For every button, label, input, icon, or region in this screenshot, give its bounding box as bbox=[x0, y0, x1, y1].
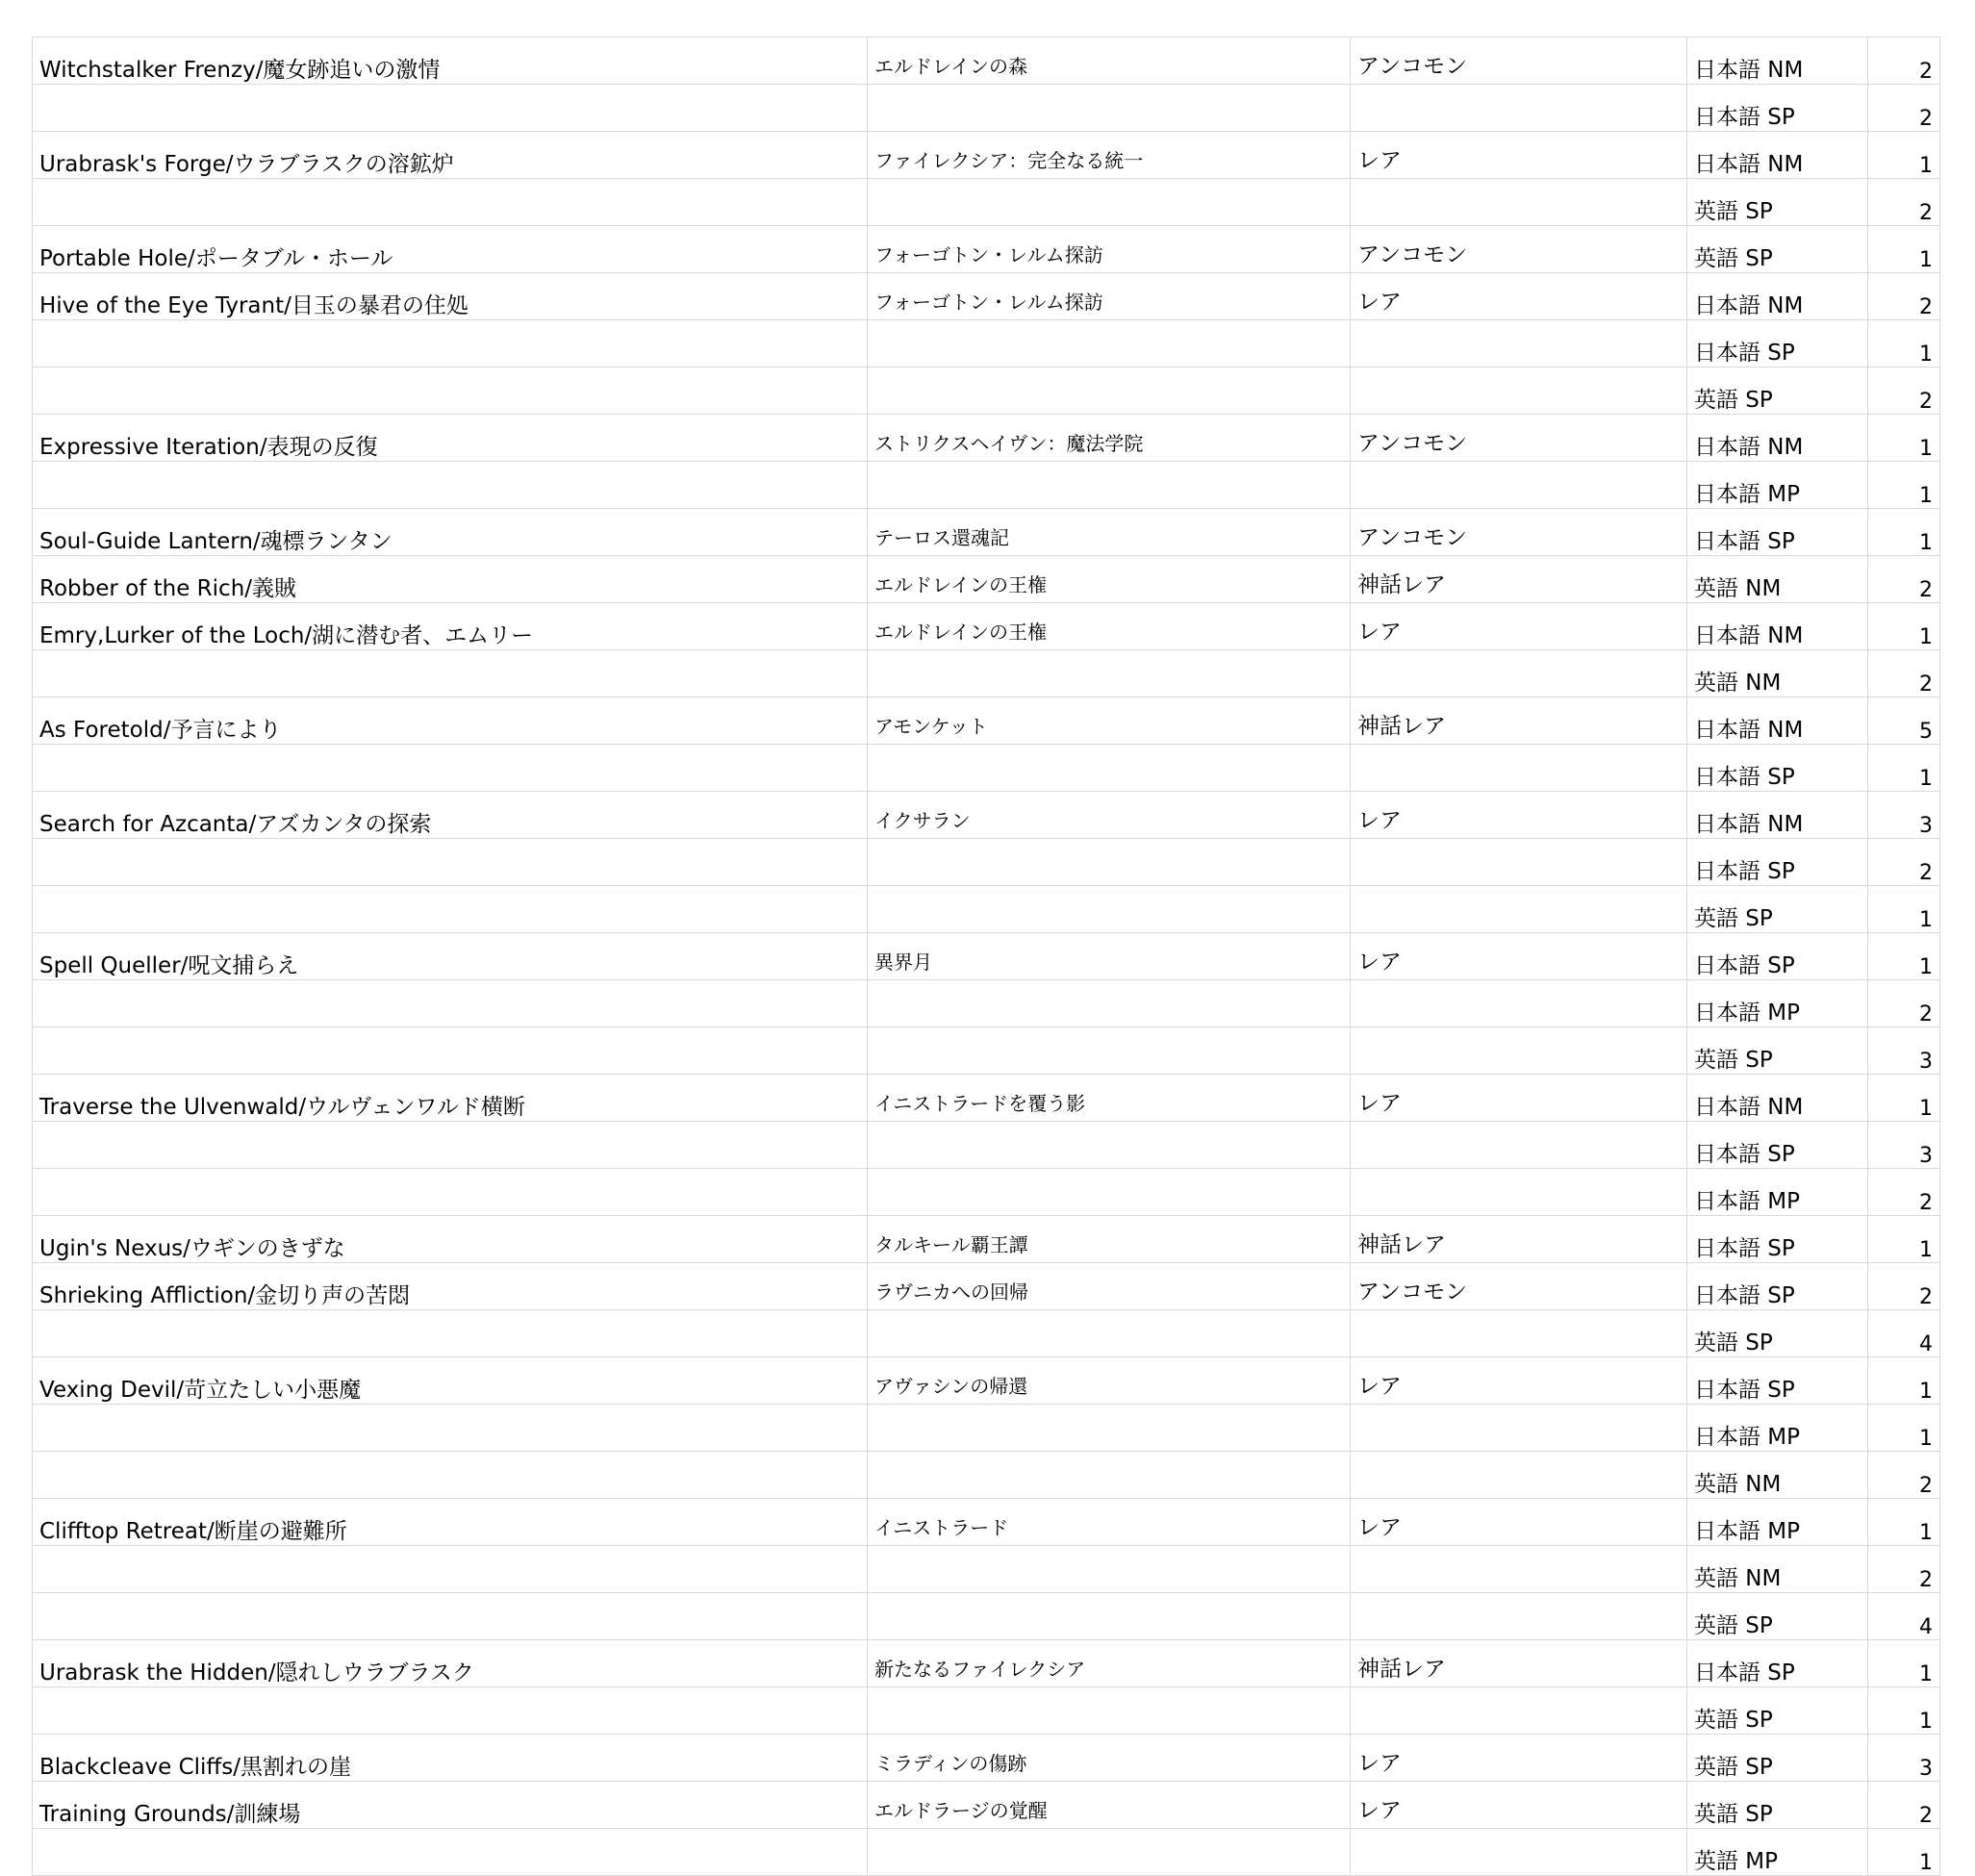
card-language-condition-cell[interactable]: 日本語 SP bbox=[1687, 839, 1868, 886]
card-name-cell[interactable]: Ugin's Nexus/ウギンのきずな bbox=[33, 1216, 868, 1263]
card-language-condition-cell[interactable]: 英語 NM bbox=[1687, 1452, 1868, 1499]
card-language-condition-cell[interactable]: 英語 SP bbox=[1687, 886, 1868, 933]
table-row bbox=[33, 839, 1940, 886]
table-row bbox=[33, 85, 1940, 132]
card-language-condition-cell[interactable]: 英語 SP bbox=[1687, 1027, 1868, 1075]
table-row bbox=[33, 603, 1940, 650]
card-language-condition-cell[interactable]: 日本語 SP bbox=[1687, 1263, 1868, 1310]
card-language-condition-cell[interactable]: 日本語 MP bbox=[1687, 980, 1868, 1027]
card-rarity-cell[interactable]: アンコモン bbox=[1351, 509, 1687, 556]
card-language-condition-cell[interactable]: 日本語 MP bbox=[1687, 1405, 1868, 1452]
table-row bbox=[33, 556, 1940, 603]
card-name-cell[interactable]: Soul-Guide Lantern/魂標ランタン bbox=[33, 509, 868, 556]
card-set-cell[interactable] bbox=[868, 1546, 1351, 1593]
card-quantity-cell[interactable]: 2 bbox=[1868, 368, 1940, 415]
card-set-cell[interactable] bbox=[868, 1829, 1351, 1876]
card-name-cell[interactable] bbox=[33, 320, 868, 368]
card-language-condition-cell[interactable]: 英語 SP bbox=[1687, 1593, 1868, 1640]
card-language-condition-cell[interactable]: 日本語 SP bbox=[1687, 1640, 1868, 1687]
card-rarity-cell[interactable]: レア bbox=[1351, 1499, 1687, 1546]
table-row bbox=[33, 1405, 1940, 1452]
card-quantity-cell[interactable]: 2 bbox=[1868, 85, 1940, 132]
card-language-condition-cell[interactable]: 英語 SP bbox=[1687, 226, 1868, 273]
card-rarity-cell[interactable]: 神話レア bbox=[1351, 1640, 1687, 1687]
card-quantity-cell[interactable]: 3 bbox=[1868, 1735, 1940, 1782]
table-row bbox=[33, 1452, 1940, 1499]
card-name-cell[interactable] bbox=[33, 1829, 868, 1876]
table-row bbox=[33, 886, 1940, 933]
card-name-cell[interactable]: Blackcleave Cliffs/黒割れの崖 bbox=[33, 1735, 868, 1782]
card-quantity-cell[interactable]: 1 bbox=[1868, 933, 1940, 980]
card-rarity-cell[interactable] bbox=[1351, 1122, 1687, 1169]
table-row bbox=[33, 320, 1940, 368]
card-name-cell[interactable]: Emry,Lurker of the Loch/湖に潜む者、エムリー bbox=[33, 603, 868, 650]
card-quantity-cell[interactable]: 1 bbox=[1868, 886, 1940, 933]
card-language-condition-cell[interactable]: 日本語 SP bbox=[1687, 1216, 1868, 1263]
card-quantity-cell[interactable]: 1 bbox=[1868, 509, 1940, 556]
card-name-cell[interactable]: Hive of the Eye Tyrant/目玉の暴君の住処 bbox=[33, 273, 868, 320]
card-quantity-cell[interactable]: 1 bbox=[1868, 132, 1940, 179]
card-language-condition-cell[interactable]: 英語 SP bbox=[1687, 1735, 1868, 1782]
card-set-cell[interactable]: テーロス還魂記 bbox=[868, 509, 1351, 556]
card-set-cell[interactable] bbox=[868, 179, 1351, 226]
card-name-cell[interactable]: Witchstalker Frenzy/魔女跡追いの激情 bbox=[33, 38, 868, 85]
card-quantity-cell[interactable]: 2 bbox=[1868, 179, 1940, 226]
card-language-condition-cell[interactable]: 日本語 SP bbox=[1687, 1122, 1868, 1169]
card-rarity-cell[interactable]: レア bbox=[1351, 792, 1687, 839]
card-name-cell[interactable] bbox=[33, 1593, 868, 1640]
card-language-condition-cell[interactable]: 日本語 MP bbox=[1687, 1499, 1868, 1546]
card-set-cell[interactable]: フォーゴトン・レルム探訪 bbox=[868, 226, 1351, 273]
card-language-condition-cell[interactable]: 日本語 NM bbox=[1687, 1075, 1868, 1122]
table-row bbox=[33, 226, 1940, 273]
card-language-condition-cell[interactable]: 日本語 NM bbox=[1687, 415, 1868, 462]
table-row bbox=[33, 1075, 1940, 1122]
card-name-cell[interactable]: Shrieking Affliction/金切り声の苦悶 bbox=[33, 1263, 868, 1310]
card-name-cell[interactable]: Training Grounds/訓練場 bbox=[33, 1782, 868, 1829]
card-quantity-cell[interactable]: 2 bbox=[1868, 980, 1940, 1027]
table-row bbox=[33, 1640, 1940, 1687]
card-name-cell[interactable] bbox=[33, 1169, 868, 1216]
card-language-condition-cell[interactable]: 英語 SP bbox=[1687, 1310, 1868, 1357]
card-language-condition-cell[interactable]: 日本語 NM bbox=[1687, 697, 1868, 745]
card-quantity-cell[interactable]: 1 bbox=[1868, 1640, 1940, 1687]
card-quantity-cell[interactable]: 1 bbox=[1868, 1829, 1940, 1876]
card-rarity-cell[interactable]: アンコモン bbox=[1351, 38, 1687, 85]
card-rarity-cell[interactable]: レア bbox=[1351, 1357, 1687, 1405]
card-language-condition-cell[interactable]: 日本語 NM bbox=[1687, 603, 1868, 650]
card-language-condition-cell[interactable]: 日本語 SP bbox=[1687, 85, 1868, 132]
card-rarity-cell[interactable] bbox=[1351, 462, 1687, 509]
card-set-cell[interactable]: 異界月 bbox=[868, 933, 1351, 980]
card-quantity-cell[interactable]: 1 bbox=[1868, 226, 1940, 273]
card-name-cell[interactable] bbox=[33, 1405, 868, 1452]
card-quantity-cell[interactable]: 1 bbox=[1868, 320, 1940, 368]
card-rarity-cell[interactable]: レア bbox=[1351, 603, 1687, 650]
card-set-cell[interactable] bbox=[868, 886, 1351, 933]
table-row bbox=[33, 132, 1940, 179]
card-rarity-cell[interactable] bbox=[1351, 1593, 1687, 1640]
card-language-condition-cell[interactable]: 英語 SP bbox=[1687, 1782, 1868, 1829]
card-language-condition-cell[interactable]: 日本語 MP bbox=[1687, 1169, 1868, 1216]
card-name-cell[interactable] bbox=[33, 839, 868, 886]
card-name-cell[interactable]: Urabrask's Forge/ウラブラスクの溶鉱炉 bbox=[33, 132, 868, 179]
card-quantity-cell[interactable]: 2 bbox=[1868, 1782, 1940, 1829]
card-rarity-cell[interactable] bbox=[1351, 1452, 1687, 1499]
table-row bbox=[33, 650, 1940, 697]
card-name-cell[interactable]: Robber of the Rich/義賊 bbox=[33, 556, 868, 603]
card-language-condition-cell[interactable]: 日本語 MP bbox=[1687, 462, 1868, 509]
card-set-cell[interactable] bbox=[868, 462, 1351, 509]
card-rarity-cell[interactable] bbox=[1351, 839, 1687, 886]
card-rarity-cell[interactable] bbox=[1351, 1546, 1687, 1593]
card-set-cell[interactable] bbox=[868, 1122, 1351, 1169]
card-name-cell[interactable]: Urabrask the Hidden/隠れしウラブラスク bbox=[33, 1640, 868, 1687]
card-rarity-cell[interactable]: レア bbox=[1351, 1782, 1687, 1829]
table-row bbox=[33, 792, 1940, 839]
card-set-cell[interactable]: イクサラン bbox=[868, 792, 1351, 839]
card-rarity-cell[interactable] bbox=[1351, 85, 1687, 132]
card-quantity-cell[interactable]: 2 bbox=[1868, 1263, 1940, 1310]
card-quantity-cell[interactable]: 1 bbox=[1868, 462, 1940, 509]
card-quantity-cell[interactable]: 3 bbox=[1868, 1027, 1940, 1075]
card-rarity-cell[interactable] bbox=[1351, 1687, 1687, 1735]
card-name-cell[interactable]: Spell Queller/呪文捕らえ bbox=[33, 933, 868, 980]
card-name-cell[interactable] bbox=[33, 1310, 868, 1357]
card-set-cell[interactable] bbox=[868, 368, 1351, 415]
card-language-condition-cell[interactable]: 日本語 NM bbox=[1687, 273, 1868, 320]
table-row bbox=[33, 1216, 1940, 1263]
table-row bbox=[33, 1782, 1940, 1829]
card-quantity-cell[interactable]: 1 bbox=[1868, 415, 1940, 462]
card-quantity-cell[interactable]: 1 bbox=[1868, 603, 1940, 650]
card-set-cell[interactable]: アモンケット bbox=[868, 697, 1351, 745]
card-name-cell[interactable] bbox=[33, 1546, 868, 1593]
card-set-cell[interactable]: エルドレインの王権 bbox=[868, 556, 1351, 603]
card-rarity-cell[interactable] bbox=[1351, 368, 1687, 415]
card-name-cell[interactable]: As Foretold/予言により bbox=[33, 697, 868, 745]
table-row bbox=[33, 509, 1940, 556]
card-set-cell[interactable] bbox=[868, 1310, 1351, 1357]
table-row bbox=[33, 1027, 1940, 1075]
card-name-cell[interactable]: Clifftop Retreat/断崖の避難所 bbox=[33, 1499, 868, 1546]
card-name-cell[interactable] bbox=[33, 1027, 868, 1075]
table-row bbox=[33, 1263, 1940, 1310]
card-language-condition-cell[interactable]: 英語 NM bbox=[1687, 556, 1868, 603]
card-set-cell[interactable]: エルドレインの森 bbox=[868, 38, 1351, 85]
card-set-cell[interactable] bbox=[868, 839, 1351, 886]
card-set-cell[interactable]: タルキール覇王譚 bbox=[868, 1216, 1351, 1263]
card-rarity-cell[interactable] bbox=[1351, 1169, 1687, 1216]
card-inventory-body bbox=[33, 38, 1940, 1876]
card-rarity-cell[interactable] bbox=[1351, 980, 1687, 1027]
card-rarity-cell[interactable]: レア bbox=[1351, 1735, 1687, 1782]
card-set-cell[interactable]: アヴァシンの帰還 bbox=[868, 1357, 1351, 1405]
table-row bbox=[33, 1593, 1940, 1640]
card-name-cell[interactable] bbox=[33, 980, 868, 1027]
card-rarity-cell[interactable] bbox=[1351, 1027, 1687, 1075]
card-language-condition-cell[interactable]: 英語 SP bbox=[1687, 179, 1868, 226]
card-quantity-cell[interactable]: 5 bbox=[1868, 697, 1940, 745]
card-rarity-cell[interactable]: アンコモン bbox=[1351, 415, 1687, 462]
card-rarity-cell[interactable]: 神話レア bbox=[1351, 556, 1687, 603]
card-name-cell[interactable]: Traverse the Ulvenwald/ウルヴェンワルド横断 bbox=[33, 1075, 868, 1122]
card-rarity-cell[interactable] bbox=[1351, 745, 1687, 792]
card-name-cell[interactable] bbox=[33, 462, 868, 509]
card-set-cell[interactable] bbox=[868, 1452, 1351, 1499]
table-row bbox=[33, 462, 1940, 509]
card-language-condition-cell[interactable]: 英語 MP bbox=[1687, 1829, 1868, 1876]
card-quantity-cell[interactable]: 2 bbox=[1868, 273, 1940, 320]
card-rarity-cell[interactable]: アンコモン bbox=[1351, 1263, 1687, 1310]
card-quantity-cell[interactable]: 4 bbox=[1868, 1593, 1940, 1640]
card-language-condition-cell[interactable]: 日本語 SP bbox=[1687, 933, 1868, 980]
table-row bbox=[33, 1122, 1940, 1169]
table-row bbox=[33, 368, 1940, 415]
card-set-cell[interactable] bbox=[868, 650, 1351, 697]
card-set-cell[interactable]: イニストラード bbox=[868, 1499, 1351, 1546]
card-quantity-cell[interactable]: 1 bbox=[1868, 1687, 1940, 1735]
card-language-condition-cell[interactable]: 英語 SP bbox=[1687, 368, 1868, 415]
card-set-cell[interactable]: イニストラードを覆う影 bbox=[868, 1075, 1351, 1122]
card-name-cell[interactable]: Vexing Devil/苛立たしい小悪魔 bbox=[33, 1357, 868, 1405]
table-row bbox=[33, 273, 1940, 320]
table-row bbox=[33, 933, 1940, 980]
card-rarity-cell[interactable]: レア bbox=[1351, 273, 1687, 320]
card-language-condition-cell[interactable]: 日本語 NM bbox=[1687, 132, 1868, 179]
card-name-cell[interactable] bbox=[33, 1687, 868, 1735]
card-language-condition-cell[interactable]: 英語 NM bbox=[1687, 1546, 1868, 1593]
card-language-condition-cell[interactable]: 英語 NM bbox=[1687, 650, 1868, 697]
card-language-condition-cell[interactable]: 日本語 NM bbox=[1687, 38, 1868, 85]
table-row bbox=[33, 1169, 1940, 1216]
card-rarity-cell[interactable] bbox=[1351, 650, 1687, 697]
table-row bbox=[33, 1499, 1940, 1546]
card-quantity-cell[interactable]: 2 bbox=[1868, 38, 1940, 85]
card-quantity-cell[interactable]: 1 bbox=[1868, 1499, 1940, 1546]
card-rarity-cell[interactable] bbox=[1351, 886, 1687, 933]
table-row bbox=[33, 1829, 1940, 1876]
card-quantity-cell[interactable]: 2 bbox=[1868, 1546, 1940, 1593]
card-quantity-cell[interactable]: 3 bbox=[1868, 1122, 1940, 1169]
card-quantity-cell[interactable]: 3 bbox=[1868, 792, 1940, 839]
card-set-cell[interactable]: ラヴニカへの回帰 bbox=[868, 1263, 1351, 1310]
card-rarity-cell[interactable] bbox=[1351, 1310, 1687, 1357]
card-rarity-cell[interactable]: 神話レア bbox=[1351, 697, 1687, 745]
card-language-condition-cell[interactable]: 日本語 SP bbox=[1687, 745, 1868, 792]
card-rarity-cell[interactable] bbox=[1351, 179, 1687, 226]
card-inventory-table bbox=[32, 37, 1940, 1876]
card-language-condition-cell[interactable]: 日本語 SP bbox=[1687, 509, 1868, 556]
table-row bbox=[33, 1357, 1940, 1405]
card-name-cell[interactable] bbox=[33, 85, 868, 132]
card-set-cell[interactable] bbox=[868, 980, 1351, 1027]
card-quantity-cell[interactable]: 2 bbox=[1868, 556, 1940, 603]
card-name-cell[interactable] bbox=[33, 1452, 868, 1499]
card-set-cell[interactable]: エルドレインの王権 bbox=[868, 603, 1351, 650]
card-set-cell[interactable] bbox=[868, 1405, 1351, 1452]
table-row bbox=[33, 415, 1940, 462]
table-row bbox=[33, 38, 1940, 85]
card-set-cell[interactable]: ミラディンの傷跡 bbox=[868, 1735, 1351, 1782]
card-quantity-cell[interactable]: 2 bbox=[1868, 1169, 1940, 1216]
card-rarity-cell[interactable] bbox=[1351, 1405, 1687, 1452]
card-rarity-cell[interactable]: レア bbox=[1351, 933, 1687, 980]
card-set-cell[interactable] bbox=[868, 85, 1351, 132]
table-row bbox=[33, 1735, 1940, 1782]
card-name-cell[interactable] bbox=[33, 745, 868, 792]
card-name-cell[interactable] bbox=[33, 886, 868, 933]
table-row bbox=[33, 1546, 1940, 1593]
card-set-cell[interactable] bbox=[868, 320, 1351, 368]
card-quantity-cell[interactable]: 4 bbox=[1868, 1310, 1940, 1357]
card-set-cell[interactable]: フォーゴトン・レルム探訪 bbox=[868, 273, 1351, 320]
card-rarity-cell[interactable] bbox=[1351, 1829, 1687, 1876]
card-set-cell[interactable]: ファイレクシア：完全なる統一 bbox=[868, 132, 1351, 179]
card-quantity-cell[interactable]: 2 bbox=[1868, 1452, 1940, 1499]
card-set-cell[interactable] bbox=[868, 1027, 1351, 1075]
card-quantity-cell[interactable]: 1 bbox=[1868, 745, 1940, 792]
card-rarity-cell[interactable]: レア bbox=[1351, 1075, 1687, 1122]
card-set-cell[interactable]: 新たなるファイレクシア bbox=[868, 1640, 1351, 1687]
table-row bbox=[33, 1687, 1940, 1735]
card-name-cell[interactable] bbox=[33, 1122, 868, 1169]
card-language-condition-cell[interactable]: 日本語 SP bbox=[1687, 320, 1868, 368]
card-rarity-cell[interactable]: 神話レア bbox=[1351, 1216, 1687, 1263]
card-name-cell[interactable] bbox=[33, 179, 868, 226]
card-name-cell[interactable] bbox=[33, 650, 868, 697]
card-set-cell[interactable]: エルドラージの覚醒 bbox=[868, 1782, 1351, 1829]
card-language-condition-cell[interactable]: 日本語 SP bbox=[1687, 1357, 1868, 1405]
card-quantity-cell[interactable]: 1 bbox=[1868, 1357, 1940, 1405]
table-row bbox=[33, 179, 1940, 226]
card-quantity-cell[interactable]: 1 bbox=[1868, 1405, 1940, 1452]
card-rarity-cell[interactable]: レア bbox=[1351, 132, 1687, 179]
card-quantity-cell[interactable]: 2 bbox=[1868, 839, 1940, 886]
table-row bbox=[33, 697, 1940, 745]
card-set-cell[interactable] bbox=[868, 1169, 1351, 1216]
table-row bbox=[33, 1310, 1940, 1357]
card-name-cell[interactable] bbox=[33, 368, 868, 415]
table-row bbox=[33, 745, 1940, 792]
card-name-cell[interactable]: Expressive Iteration/表現の反復 bbox=[33, 415, 868, 462]
card-set-cell[interactable]: ストリクスヘイヴン：魔法学院 bbox=[868, 415, 1351, 462]
table-row bbox=[33, 980, 1940, 1027]
card-language-condition-cell[interactable]: 英語 SP bbox=[1687, 1687, 1868, 1735]
card-name-cell[interactable]: Search for Azcanta/アズカンタの探索 bbox=[33, 792, 868, 839]
card-rarity-cell[interactable]: アンコモン bbox=[1351, 226, 1687, 273]
card-rarity-cell[interactable] bbox=[1351, 320, 1687, 368]
card-set-cell[interactable] bbox=[868, 1687, 1351, 1735]
card-name-cell[interactable]: Portable Hole/ポータブル・ホール bbox=[33, 226, 868, 273]
card-quantity-cell[interactable]: 2 bbox=[1868, 650, 1940, 697]
card-quantity-cell[interactable]: 1 bbox=[1868, 1216, 1940, 1263]
card-set-cell[interactable] bbox=[868, 1593, 1351, 1640]
card-language-condition-cell[interactable]: 日本語 NM bbox=[1687, 792, 1868, 839]
card-set-cell[interactable] bbox=[868, 745, 1351, 792]
card-quantity-cell[interactable]: 1 bbox=[1868, 1075, 1940, 1122]
